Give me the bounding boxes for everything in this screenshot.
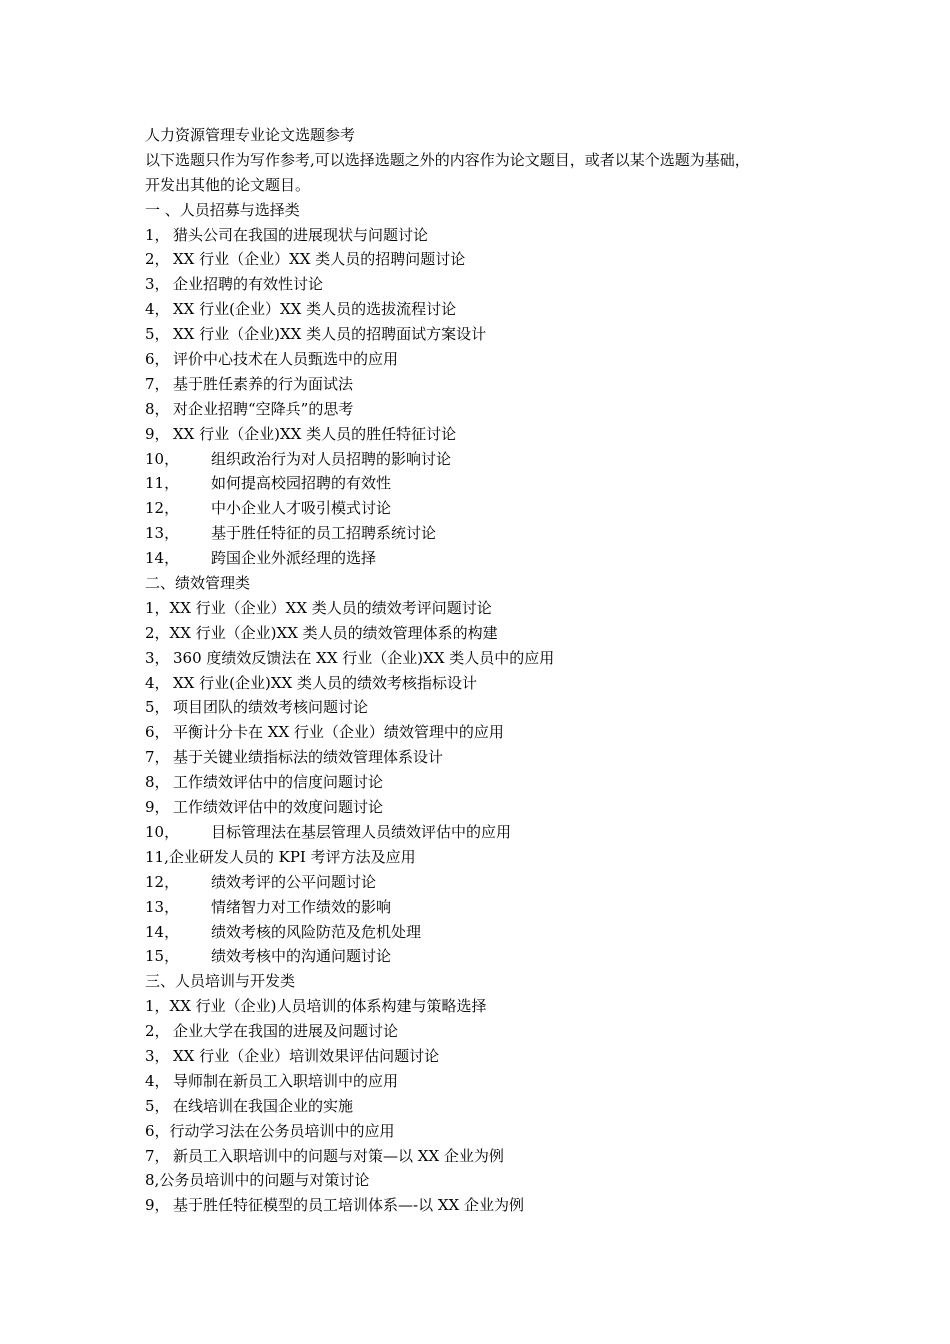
list-item	[145, 1168, 845, 1193]
item-number: 8，	[145, 773, 170, 792]
item-text: XX 行业(企业）XX 类人员的选拔流程讨论	[173, 300, 457, 319]
item-number: 2，	[145, 250, 170, 269]
list-item	[145, 1094, 845, 1119]
item-text: XX 行业(企业)XX 类人员的绩效考核指标设计	[173, 673, 477, 692]
item-text: 情绪智力对工作绩效的影响	[211, 897, 392, 916]
item-number: 1，	[145, 598, 170, 617]
item-text: 目标管理法在基层管理人员绩效评估中的应用	[211, 822, 512, 841]
section-heading: 一 、人员招募与选择类	[145, 200, 300, 219]
item-number: 2，	[145, 1022, 170, 1041]
item-text: 导师制在新员工入职培训中的应用	[173, 1071, 399, 1090]
item-text: 基于胜任特征模型的员工培训体系—-以 XX 企业为例	[173, 1196, 524, 1215]
list-item	[145, 820, 845, 845]
list-item	[145, 795, 845, 820]
list-item	[145, 297, 845, 322]
list-item	[145, 496, 845, 521]
list-item	[145, 1144, 845, 1169]
item-number: 6，	[145, 723, 170, 742]
item-number: 12，	[145, 499, 180, 518]
item-number: 13，	[145, 524, 180, 543]
item-text: 企业大学在我国的进展及问题讨论	[173, 1022, 399, 1041]
item-number: 10，	[145, 449, 180, 468]
item-number: 5，	[145, 698, 170, 717]
item-number: 3，	[145, 1046, 170, 1065]
item-number: 14，	[145, 922, 180, 941]
list-item	[145, 422, 845, 447]
item-number: 9，	[145, 798, 170, 817]
item-text: 中小企业人才吸引模式讨论	[211, 499, 392, 518]
item-number: 2，	[145, 623, 170, 642]
list-item	[145, 1044, 845, 1069]
item-number: 4，	[145, 673, 170, 692]
list-item	[145, 845, 845, 870]
document-body	[145, 123, 845, 1218]
list-item	[145, 1193, 845, 1218]
sections	[145, 198, 845, 1219]
item-number: 5，	[145, 1096, 170, 1115]
list-item	[145, 471, 845, 496]
item-number: 14，	[145, 549, 180, 568]
list-item	[145, 994, 845, 1019]
item-text: 平衡计分卡在 XX 行业（企业）绩效管理中的应用	[173, 723, 504, 742]
list-item	[145, 770, 845, 795]
item-text: 工作绩效评估中的信度问题讨论	[173, 773, 384, 792]
list-item	[145, 1069, 845, 1094]
section-heading: 三、人员培训与开发类	[145, 972, 296, 991]
list-item	[145, 347, 845, 372]
item-number: 8，	[145, 399, 170, 418]
item-text: 跨国企业外派经理的选择	[211, 549, 377, 568]
item-text: 如何提高校园招聘的有效性	[211, 474, 392, 493]
item-number: 3，	[145, 275, 170, 294]
item-text: 组织政治行为对人员招聘的影响讨论	[211, 449, 452, 468]
item-text: 基于胜任素养的行为面试法	[173, 374, 354, 393]
item-number: 5，	[145, 325, 170, 344]
list-item	[145, 870, 845, 895]
item-number: 7，	[145, 1146, 170, 1165]
item-number: 6，	[145, 350, 170, 369]
item-number: 1，	[145, 225, 170, 244]
list-item	[145, 546, 845, 571]
item-text: 企业招聘的有效性讨论	[173, 275, 324, 294]
list-item	[145, 397, 845, 422]
item-text: 项目团队的绩效考核问题讨论	[173, 698, 369, 717]
item-text: 在线培训在我国企业的实施	[173, 1096, 354, 1115]
item-text: 基于关键业绩指标法的绩效管理体系设计	[173, 748, 444, 767]
list-item	[145, 372, 845, 397]
item-text: 企业研发人员的 KPI 考评方法及应用	[168, 847, 416, 866]
list-item	[145, 272, 845, 297]
item-text: 360 度绩效反馈法在 XX 行业（企业)XX 类人员中的应用	[173, 648, 555, 667]
item-text: XX 行业（企业）培训效果评估问题讨论	[173, 1046, 440, 1065]
item-number: 8,	[145, 1171, 160, 1190]
item-number: 9，	[145, 424, 170, 443]
list-item	[145, 447, 845, 472]
item-text: XX 行业（企业)XX 类人员的招聘面试方案设计	[173, 325, 487, 344]
item-text: XX 行业（企业)XX 类人员的绩效管理体系的构建	[169, 623, 498, 642]
item-text: 评价中心技术在人员甄选中的应用	[173, 350, 399, 369]
item-text: 工作绩效评估中的效度问题讨论	[173, 798, 384, 817]
section-heading: 二、绩效管理类	[145, 574, 251, 593]
item-text: 绩效考评的公平问题讨论	[211, 872, 377, 891]
item-text: 行动学习法在公务员培训中的应用	[169, 1121, 395, 1140]
list-item	[145, 621, 845, 646]
item-number: 7，	[145, 374, 170, 393]
item-number: 3，	[145, 648, 170, 667]
item-text: XX 行业（企业)人员培训的体系构建与策略选择	[169, 997, 487, 1016]
list-item	[145, 745, 845, 770]
document-title: 人力资源管理专业论文选题参考	[145, 126, 356, 144]
item-text: 绩效考核的风险防范及危机处理	[211, 922, 422, 941]
list-item	[145, 695, 845, 720]
list-item	[145, 223, 845, 248]
list-item	[145, 646, 845, 671]
list-item	[145, 322, 845, 347]
item-number: 7，	[145, 748, 170, 767]
intro-line-1: 以下选题只作为写作参考,可以选择选题之外的内容作为论文题目，或者以某个选题为基础，	[145, 150, 750, 169]
list-item	[145, 671, 845, 696]
list-item	[145, 247, 845, 272]
item-text: 公务员培训中的问题与对策讨论	[159, 1171, 370, 1190]
list-item	[145, 720, 845, 745]
item-text: 绩效考核中的沟通问题讨论	[211, 947, 392, 966]
item-text: XX 行业（企业）XX 类人员的招聘问题讨论	[173, 250, 466, 269]
item-number: 13，	[145, 897, 180, 916]
item-number: 11，	[145, 474, 180, 493]
item-text: 基于胜任特征的员工招聘系统讨论	[211, 524, 437, 543]
item-text: 对企业招聘“空降兵”的思考	[173, 399, 354, 418]
list-item	[145, 1119, 845, 1144]
item-text: 新员工入职培训中的问题与对策—以 XX 企业为例	[173, 1146, 504, 1165]
list-item	[145, 944, 845, 969]
item-number: 11,	[145, 847, 169, 866]
item-text: 猎头公司在我国的进展现状与问题讨论	[173, 225, 429, 244]
item-number: 4，	[145, 1071, 170, 1090]
intro-line-2: 开发出其他的论文题目。	[145, 175, 311, 194]
list-item	[145, 895, 845, 920]
item-number: 12，	[145, 872, 180, 891]
item-number: 15，	[145, 947, 180, 966]
item-text: XX 行业（企业）XX 类人员的绩效考评问题讨论	[169, 598, 492, 617]
item-number: 9，	[145, 1196, 170, 1215]
item-number: 6，	[145, 1121, 170, 1140]
list-item	[145, 596, 845, 621]
list-item	[145, 920, 845, 945]
item-text: XX 行业（企业)XX 类人员的胜任特征讨论	[173, 424, 457, 443]
item-number: 10，	[145, 822, 180, 841]
item-number: 4，	[145, 300, 170, 319]
list-item	[145, 521, 845, 546]
item-number: 1，	[145, 997, 170, 1016]
list-item	[145, 1019, 845, 1044]
